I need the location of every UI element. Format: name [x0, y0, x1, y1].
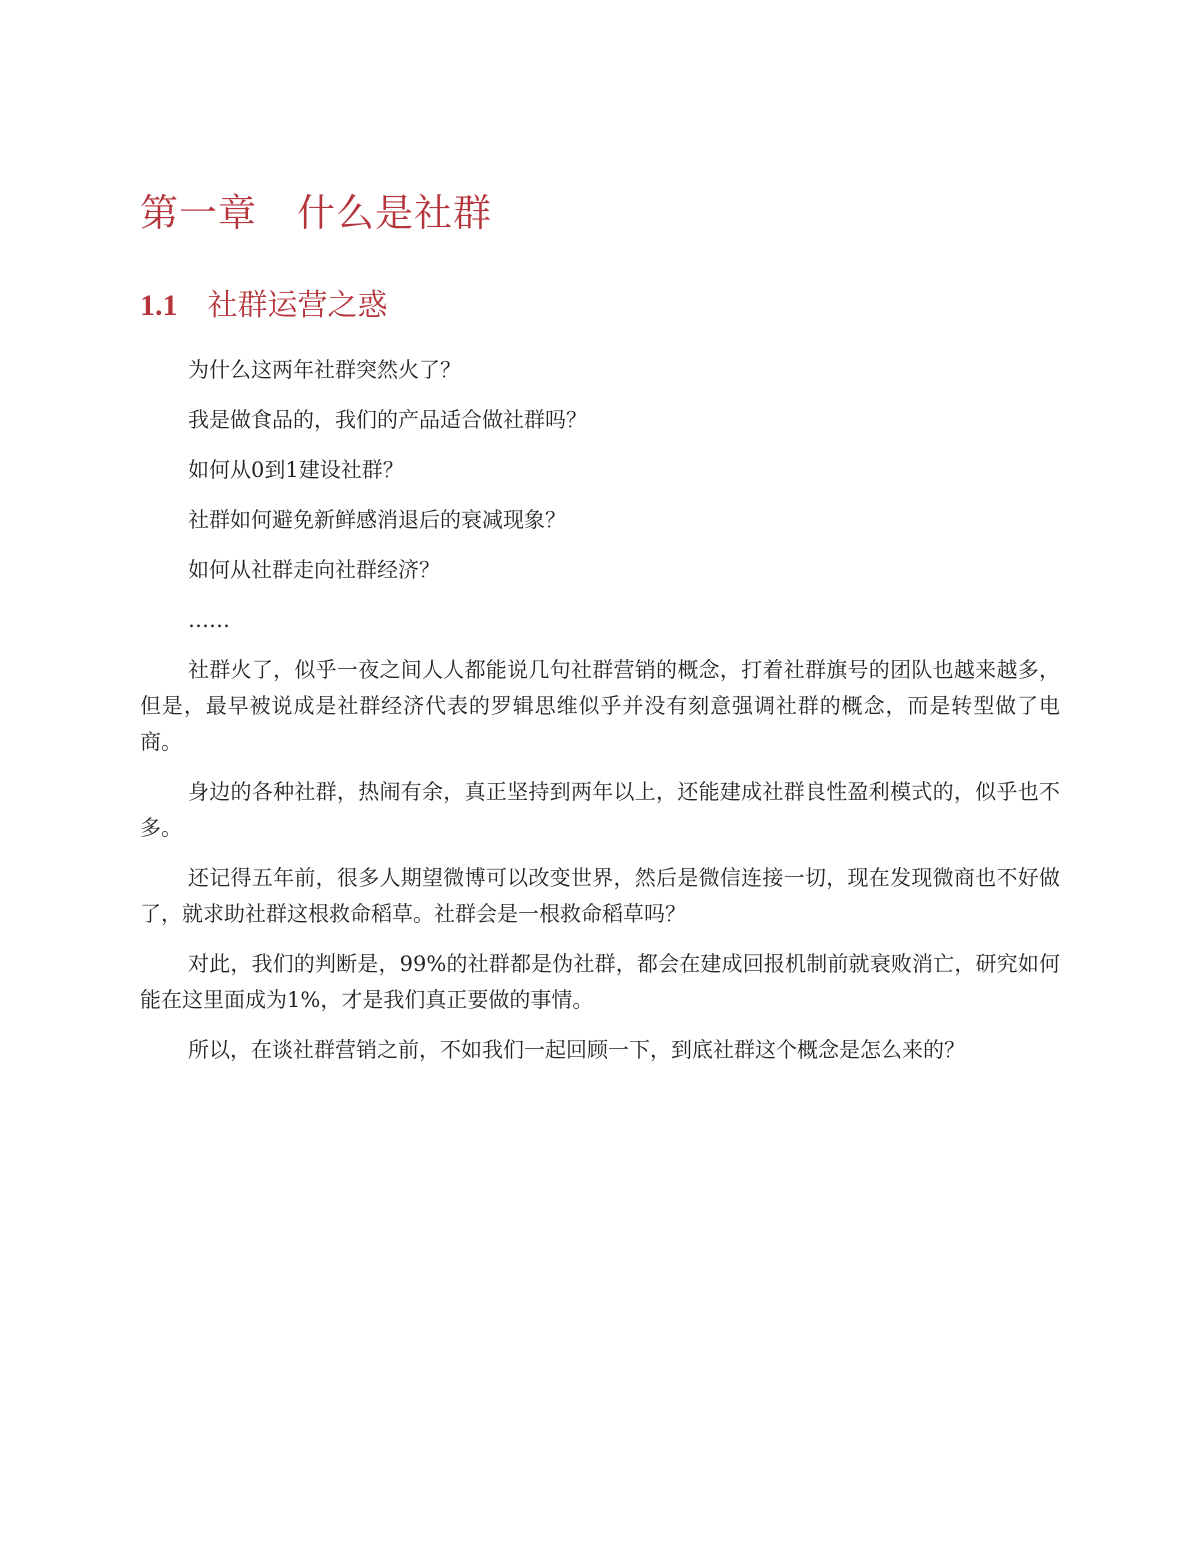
paragraph: 社群火了，似乎一夜之间人人都能说几句社群营销的概念，打着社群旗号的团队也越来越多，但是，最早被说成是社群经济代表的罗辑思维似乎并没有刻意强调社群的概念，而是转型做了电商。	[140, 658, 1060, 754]
chapter-title-text: 什么是社群	[297, 191, 493, 235]
section-title	[140, 280, 388, 324]
paragraph: 社群如何避免新鲜感消退后的衰减现象？	[188, 508, 566, 532]
paragraph: 如何从社群走向社群经济？	[188, 558, 440, 582]
paragraph: 还记得五年前，很多人期望微博可以改变世界，然后是微信连接一切，现在发现微商也不好做了，就求助社群这根救命稻草。社群会是一根救命稻草吗？	[140, 866, 1060, 926]
paragraph: 身边的各种社群，热闹有余，真正坚持到两年以上，还能建成社群良性盈利模式的，似乎也不多。	[140, 780, 1060, 840]
section-number: 1.1	[140, 289, 178, 322]
paragraph: ……	[188, 608, 230, 632]
paragraph: 对此，我们的判断是，99%的社群都是伪社群，都会在建成回报机制前就衰败消亡，研究如何能在这里面成为1%，才是我们真正要做的事情。	[140, 952, 1060, 1012]
paragraph: 如何从0到1建设社群？	[188, 458, 404, 482]
paragraph: 我是做食品的，我们的产品适合做社群吗？	[188, 408, 587, 432]
section-title-text: 社群运营之惑	[207, 288, 388, 323]
chapter-number: 第一章	[140, 191, 258, 235]
paragraph: 所以，在谈社群营销之前，不如我们一起回顾一下，到底社群这个概念是怎么来的？	[188, 1038, 965, 1062]
paragraph: 为什么这两年社群突然火了？	[188, 358, 461, 382]
body-text	[140, 352, 1060, 1082]
chapter-title	[140, 182, 492, 237]
